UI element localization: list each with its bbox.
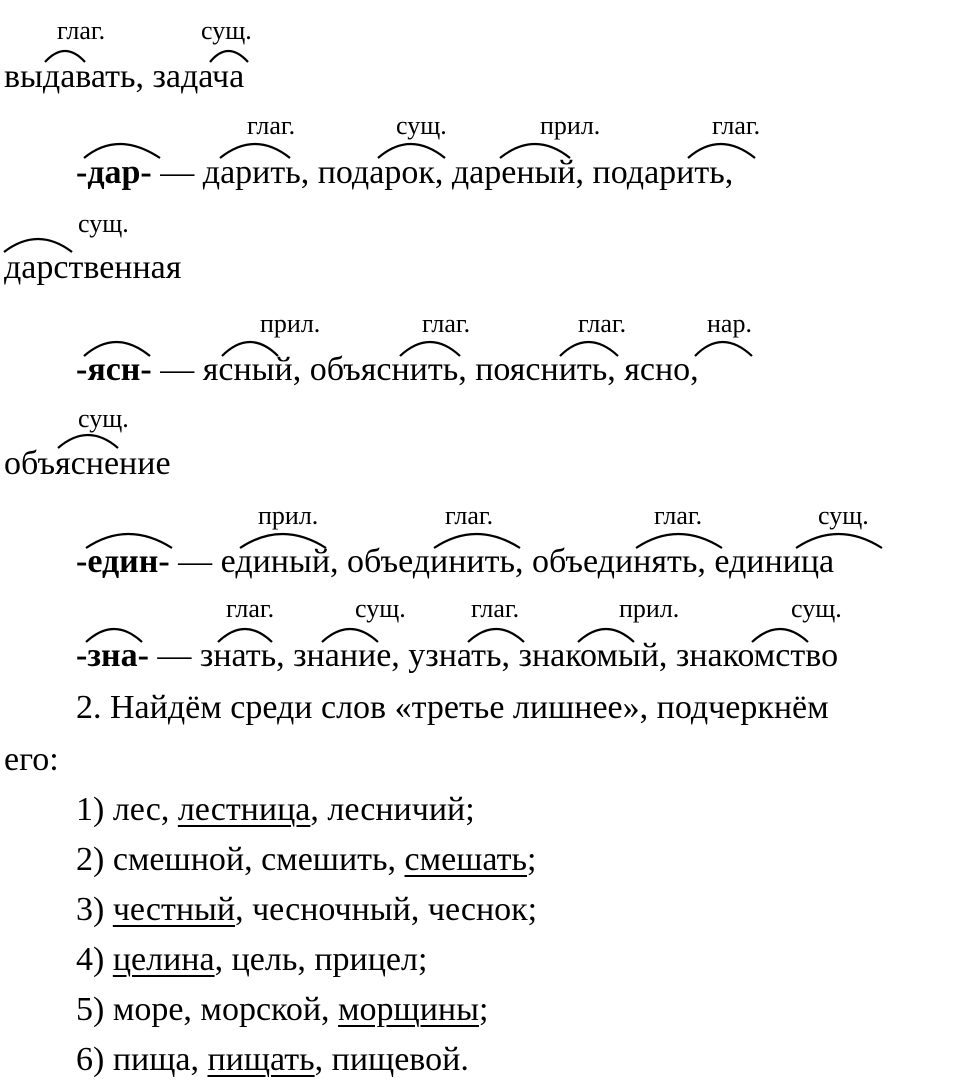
dash: —: [160, 351, 195, 388]
root-arc: [695, 342, 752, 356]
item-text: , пищевой.: [314, 1041, 469, 1078]
item-text: , лесничий;: [310, 791, 475, 828]
pos-label: глаг.: [654, 501, 703, 530]
pos-label: глаг.: [422, 309, 471, 338]
pos-label: прил.: [540, 111, 601, 140]
pos-label: сущ.: [791, 594, 842, 623]
item-text: 6) пища,: [76, 1041, 208, 1078]
root-line: [76, 350, 699, 390]
word-line: дарственная: [4, 249, 182, 286]
root: -дар-: [76, 154, 152, 191]
word-line: объяснение: [4, 445, 171, 482]
list-item: [76, 790, 475, 830]
item-text: 4): [76, 941, 113, 978]
root: -ясн-: [76, 351, 152, 388]
pos-label: глаг.: [712, 111, 761, 140]
pos-label: прил.: [258, 501, 319, 530]
task-intro-cont: его:: [4, 741, 59, 778]
pos-label: сущ.: [201, 16, 252, 45]
pos-label: глаг.: [578, 309, 627, 338]
item-text: ;: [478, 991, 489, 1028]
item-text: 3): [76, 891, 113, 928]
pos-label: глаг.: [445, 501, 494, 530]
item-text: 5) море, морской,: [76, 991, 339, 1028]
root-line: [76, 153, 733, 193]
underlined-word: пищать: [207, 1041, 315, 1078]
pos-label: сущ.: [78, 209, 129, 238]
pos-label: сущ.: [818, 501, 869, 530]
item-text: , чесночный, чеснок;: [235, 891, 538, 928]
words: знать, знание, узнать, знакомый, знакомство: [199, 637, 839, 674]
root: -зна-: [76, 637, 149, 674]
pos-label: глаг.: [226, 594, 275, 623]
root-line: [76, 636, 838, 676]
pos-label: прил.: [260, 309, 321, 338]
underlined-word: лестница: [177, 791, 311, 828]
dash: —: [178, 543, 213, 580]
dash: —: [157, 637, 192, 674]
pos-label: сущ.: [78, 404, 129, 433]
item-text: 1) лес,: [76, 791, 178, 828]
pos-label: сущ.: [355, 594, 406, 623]
list-item: [76, 940, 427, 980]
list-item: [76, 1040, 469, 1080]
root-line: [76, 542, 834, 582]
list-item: [76, 840, 536, 880]
pos-label: сущ.: [396, 111, 447, 140]
item-text: 2) смешной, смешить,: [76, 841, 405, 878]
word-line: выдавать, задача: [4, 58, 245, 95]
underlined-word: морщины: [338, 991, 479, 1028]
root: -един-: [76, 543, 170, 580]
task-intro: 2. Найдём среди слов «третье лишнее», подчеркнём: [76, 689, 829, 726]
list-item: [76, 890, 537, 930]
words: дарить, подарок, дареный, подарить,: [202, 154, 734, 191]
pos-label: глаг.: [247, 111, 296, 140]
words: ясный, объяснить, пояснить, ясно,: [202, 351, 699, 388]
item-text: ;: [526, 841, 537, 878]
underlined-word: смешать: [404, 841, 527, 878]
pos-label: нар.: [707, 309, 752, 338]
dash: —: [160, 154, 195, 191]
item-text: , цель, прицел;: [214, 941, 428, 978]
pos-label: прил.: [619, 594, 680, 623]
list-item: [76, 990, 488, 1030]
words: единый, объединить, объединять, единица: [220, 543, 835, 580]
pos-label: глаг.: [57, 16, 106, 45]
pos-label: глаг.: [471, 594, 520, 623]
underlined-word: честный: [112, 891, 236, 928]
underlined-word: целина: [112, 941, 215, 978]
